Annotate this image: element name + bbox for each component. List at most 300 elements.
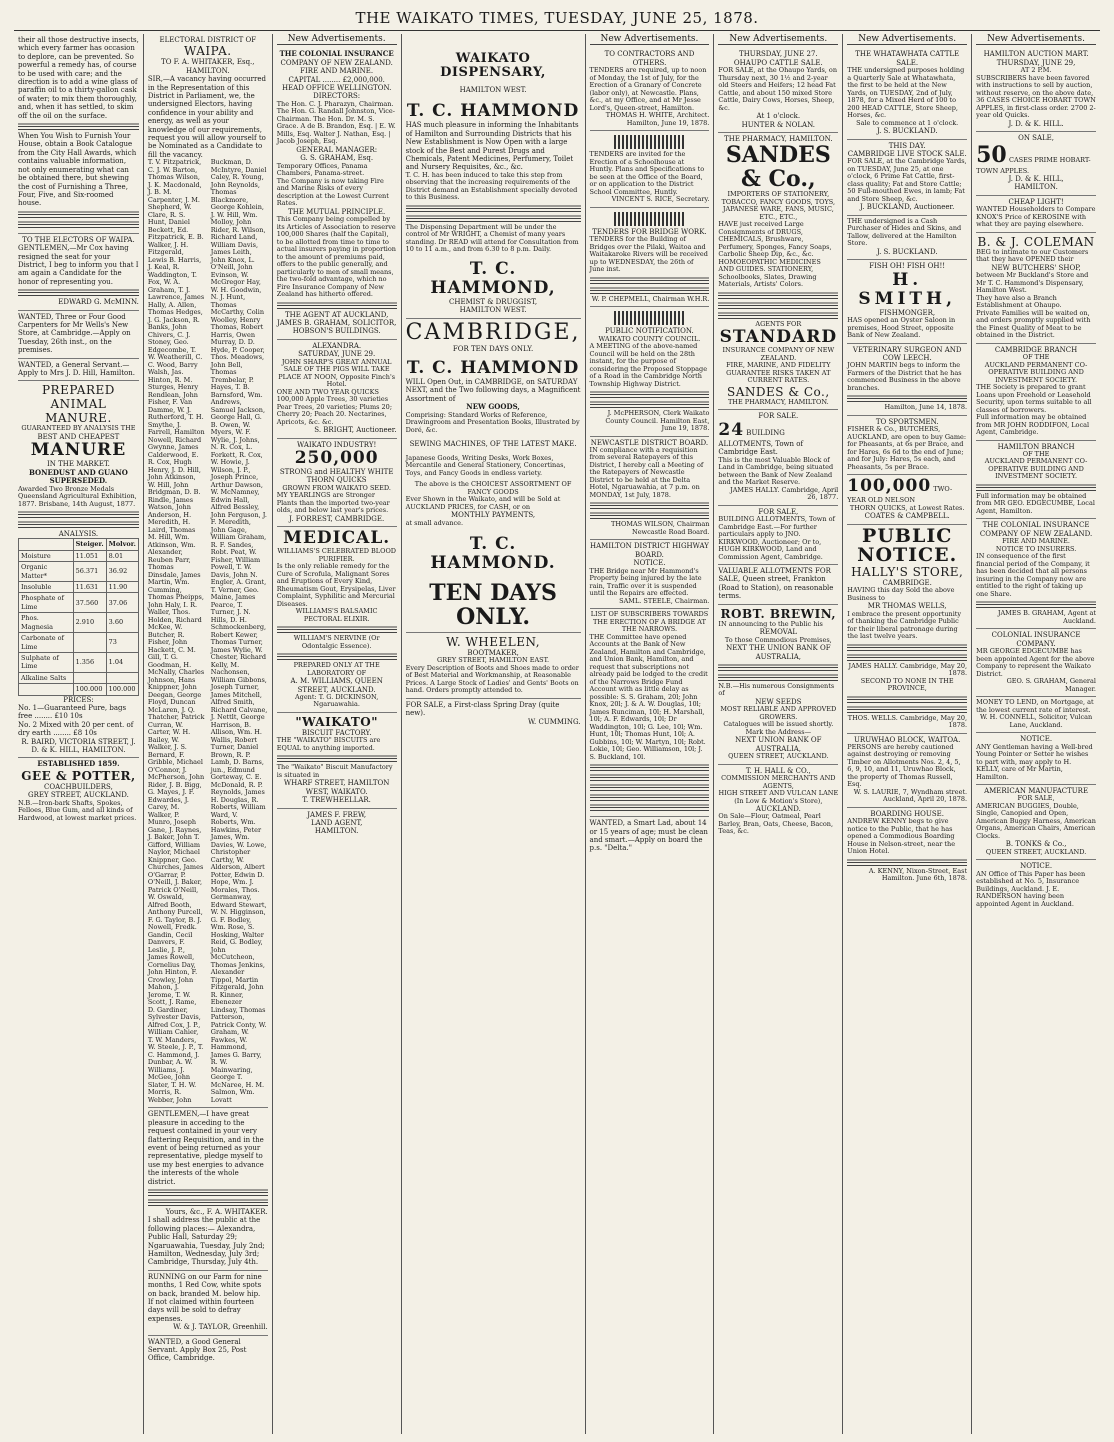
- newcastle-signature: THOMAS WILSON, Chairman Newcastle Road Board.: [610, 520, 710, 536]
- column-2: [143, 34, 272, 1434]
- contractors-ad: [590, 48, 710, 131]
- hunter-nolan: HUNTER & NOLAN.: [741, 120, 815, 129]
- martin-body: JOHN MARTIN begs to inform the Farmers of the District that he has commenced Business in the above branches.: [847, 361, 962, 392]
- society-title-2: AUCKLAND PERMANENT CO-OPERATIVE BUILDING AND INVESTMENT SOCIETY.: [984, 457, 1088, 481]
- terms: Ever Shown in the Waikato, and will be Sold at AUCKLAND PRICES, for CASH, or on: [405, 495, 561, 511]
- table-row: Phos. Magnesia 2.910 3.60: [19, 613, 139, 633]
- highway-notice: NOTICE.: [633, 559, 666, 568]
- dispensary-ad: [406, 34, 581, 319]
- council-body: A MEETING of the above-named Council will be held on the 28th instant, for the purpose of considering the Proposed Stoppage of a Road in the Cambridge North Township Highway District.: [589, 342, 708, 388]
- williams-agent: Agent: T. G. DICKINSON, Ngaruawahia.: [294, 692, 379, 709]
- running-cow-ad: [148, 1271, 268, 1336]
- society-title: AUCKLAND PERMANENT CO-OPERATIVE BUILDING AND INVESTMENT SOCIETY.: [984, 360, 1088, 384]
- new-goods: NEW GOODS,: [466, 402, 520, 412]
- kirkwood-ad: [718, 506, 838, 565]
- cambridge-branch-ad: [976, 344, 1096, 441]
- requisition-title-2: WAIPA.: [183, 44, 232, 59]
- mart-date: THURSDAY, JUNE 29,: [996, 58, 1076, 67]
- whitaker-reply: [148, 1108, 268, 1271]
- gee-note: N.B.—Iron-bark Shafts, Spokes, Felloes, Blue Gum, and all kinds of Hardwood, at lowest market prices.: [18, 798, 137, 822]
- masthead: THE WAIKATO TIMES, TUESDAY, JUNE 25, 1878.: [14, 6, 1100, 31]
- coleman-body: BEG to intimate to our Customers that they have OPENED their: [976, 247, 1089, 264]
- price-2: No. 2 Mixed with 20 per cent. of dry earth ........ £8 10s: [18, 720, 134, 738]
- hamilton: HAMILTON.: [1014, 183, 1058, 192]
- analysis-title: ANALYSIS.: [58, 530, 99, 539]
- thorn-text: THORN QUICKS, at Lowest Rates.: [849, 503, 965, 512]
- fifty: 50: [976, 141, 1007, 168]
- williams-address: A. M. WILLIAMS, QUEEN STREET, AUCKLAND.: [290, 677, 383, 694]
- hammond-body-2: T. C. H. has been induced to take this step from observing that the increasing requirements of the District demand an Establishment specially devoted to this Business.: [405, 170, 578, 202]
- editorial-article: [18, 34, 139, 234]
- newspaper-columns: [14, 34, 1100, 1434]
- butchers-shop: NEW BUTCHERS' SHOP,: [991, 263, 1081, 272]
- colonial-title: THE COLONIAL INSURANCE COMPANY OF NEW ZEALAND.: [979, 521, 1093, 538]
- american-title: AMERICAN MANUFACTURE: [984, 787, 1089, 795]
- dispensary-title: WAIKATO DISPENSARY,: [440, 51, 546, 80]
- column-header: New Advertisements.: [590, 34, 710, 45]
- colonial-agent-ad: [976, 629, 1096, 697]
- gee-potter-ad: [18, 758, 139, 825]
- public-notice-title: PUBLIC NOTICE.: [857, 524, 958, 566]
- medical-ad: [277, 527, 397, 713]
- connell: W. H. CONNELL, Solicitor, Vulcan Lane, Auckland.: [979, 713, 1093, 729]
- hammond-title-4: T. C. HAMMOND.: [430, 534, 556, 573]
- next-bank: NEXT THE UNION BANK OF AUSTRALIA,: [726, 644, 831, 661]
- ohaupo-body: FOR SALE, at the Ohaupo Yards, on Thursday next, 30 1½ and 2-year old Steers and Heifers; 12 head Fat Cattle, and about 150 mixed Store Cattle, Dairy Cows, Horses, Sheep, &c.: [718, 66, 838, 112]
- balsam: WILLIAMS'S BALSAMIC PECTORAL ELIXIR.: [295, 607, 378, 623]
- monthly-payments: MONTHLY PAYMENTS,: [450, 511, 536, 520]
- for-sale-2: FOR SALE,: [758, 507, 799, 516]
- table-row: Organic Matter* 56.371 36.92: [19, 562, 139, 582]
- sportsmen-title: TO SPORTSMEN.: [875, 417, 939, 426]
- forrest-signature: J. FORREST, CAMBRIDGE.: [289, 514, 385, 523]
- kerosine-body: WANTED Householders to Compare KNOX'S Price of KEROSINE with what they are paying elsewhere.: [976, 205, 1096, 229]
- manure-body: Awarded Two Bronze Medals Queensland Agricultural Exhibition, 1877. Brisbane, 14th August, 1877.: [18, 484, 137, 508]
- highway-body: THE Bridge near Mr Hammond's Property being injured by the late rain, Traffic over it is suspended until the Repairs are effected.: [589, 566, 702, 598]
- table-row: 100.000 100.000: [19, 684, 139, 695]
- office-body: AN Office of This Paper has been established at No. 5, Insurance Buildings, Auckland. J. E. RANDERSON having been appointed Agent in Auckland.: [976, 869, 1086, 908]
- cambridge-live-ad: [847, 140, 967, 216]
- cheap-light-ad: [976, 196, 1096, 233]
- industry-ad: [277, 439, 397, 528]
- society-info-2: Full information may be obtained from MR GEO. EDGECUMBE, Local Agent, Hamilton.: [976, 491, 1095, 515]
- dispensary-location: HAMILTON WEST.: [459, 86, 527, 94]
- blood-body: Is the only reliable remedy for the Cure of Scrofula, Malignant Sores and Eruptions of Every Kind, Rheumatism Gout, Erysipelas, Liver Complaint, Syphilitic and Mercurial Diseases.: [276, 562, 396, 608]
- of-the: OF THE: [1022, 353, 1050, 362]
- wanted-lad-ad: WANTED, a Smart Lad, about 14 or 15 years of age; must be clean and smart.—Apply on board the p.s. "Delta.": [589, 819, 708, 853]
- hamilton-branch: HAMILTON BRANCH: [997, 442, 1075, 451]
- whatawhata-time: Sale to commence at 1 o'clock.: [856, 118, 959, 127]
- small-advance: at small advance.: [405, 518, 464, 527]
- agents-for: AGENTS FOR: [755, 319, 802, 328]
- price-1: No. 1—Guaranteed Pure, bags free ........ £10 10s: [18, 703, 127, 721]
- sandes-body: HAVE just received Large Consignments of DRUGS, CHEMICALS, Brushware, Perfumery, Sponges, Fancy Soaps, Carbolic Sheep Dip, &c., &c. HOMOEOPATHIC MEDICINES AND GUIDES. STATIONERY, Schoolbooks, Slates, Drawing Materials, Artists' Colors.: [718, 220, 832, 289]
- martin-signature: Hamilton, June 14, 1878.: [884, 403, 968, 412]
- furnish-notice: When You Wish to Furnish Your House, obtain a Book Catalogue from the City Hall Awards, which contains valuable information, not only enumerating what can be obtained there, but shewing the cost of Furnishing a Three, Four, Five, and Six-roomed house.: [18, 132, 137, 208]
- japanese-goods: Japanese Goods, Writing Desks, Work Boxes, Mercantile and General Stationery, Concertinas, Toys, and Fancy Goods in endless variety.: [405, 453, 566, 477]
- requisition-title: ELECTORAL DISTRICT OF: [159, 36, 257, 44]
- only-headline: ONLY.: [456, 604, 530, 630]
- vet-ad: [847, 344, 967, 416]
- importers: IMPORTERS OF STATIONERY, TOBACCO, FANCY GOODS, TOYS, JAPANESE WARE, FANS, MUSIC, ETC., ETC.,: [721, 190, 836, 221]
- gm-name: G. S. GRAHAM, Esq.: [300, 154, 374, 163]
- boot-body: Every Description of Boots and Shoes made to order of Best Material and Workmanship, at Reasonable Prices. A Large Stock of Ladies' and Gents' Boots on hand. Orders promptly attended to.: [405, 663, 579, 695]
- office-notice-ad: [976, 860, 1096, 911]
- wheelen-ad: [406, 633, 581, 699]
- coleman-body-2: between Mr Buckland's Store and Mr T. C. Hammond's Dispensary, Hamilton West.: [976, 271, 1089, 295]
- edgecumbe-body: MR GEORGE EDGECUMBE has been appointed Agent for the above Company to represent the Waikato District.: [976, 647, 1095, 678]
- subscribers-body: THE Committee have opened Accounts at the Bank of New Zealand, Hamilton and Cambridge, and Union Bank, Hamilton, and request that subscriptions not already paid be lodged to the credit of the Narrows Bridge Fund Account with as little delay as possible: S. S. Graham, 20l; John Knox, 20l; J. & A. W. Douglas, 10l; James Runciman, 10l; H. Marshall, 10l; A. F. Edwards, 10l; Dr Waddington, 10l; G. Lee, 10l; Wm. Hunt, 10l; Thomas Hunt, 10l; A. Gubbins, 10l; W. Martyn, 10l; Robt. Lokie, 10l; Geo. Williamson, 10l; J. S. Buckland, 10l.: [589, 632, 708, 761]
- thursday-date: THURSDAY, JUNE 27.: [739, 50, 818, 59]
- mart-title: HAMILTON AUCTION MART.: [983, 50, 1089, 59]
- table-row: Phosphate of Lime 37.560 37.06: [19, 593, 139, 613]
- hall-name: T. H. HALL & CO.,: [745, 766, 811, 775]
- lots-title: BUILDING ALLOTMENTS, Town of Cambridge East.: [718, 428, 804, 457]
- wells-intro: HAVING this day Sold the above Business to: [847, 586, 955, 602]
- wells-body: I embrace the present opportunity of thanking the Cambridge Public for their liberal patronage during the last twelve years.: [847, 609, 962, 640]
- electors-address: [18, 234, 139, 311]
- bridge-body: TENDERS for the Building of Bridges over the Pilaki, Waitoa and Waitakaroke Rivers will be received up to WEDNESDAY, the 26th of June inst.: [589, 235, 708, 274]
- goods-body: Comprising: Standard Works of Reference, Drawingroom and Presentation Books, Illustrated by Doré, &c.: [405, 410, 580, 434]
- wheelen-address: GREY STREET, HAMILTON EAST.: [437, 656, 550, 665]
- money-ad: [976, 697, 1096, 733]
- money-body: MONEY TO LEND, on Mortgage, at the lowest current rate of interest.: [976, 698, 1094, 714]
- reply-body: GENTLEMEN,—I have great pleasure in acceding to the request contained in your very flattering Requisition, and in the event of being returned as your representative, pledge myself to use my best energies to advance the interests of the whole district.: [147, 1110, 264, 1186]
- catalogues: Catalogues will be issued shortly.: [723, 720, 834, 729]
- column-5: [585, 34, 714, 1434]
- fish-ad: [847, 260, 967, 343]
- fire-marine-2: FIRE AND MARINE.: [1002, 537, 1070, 546]
- column-header: New Advertisements.: [976, 34, 1096, 45]
- wells-signature: THOS. WELLS. Cambridge, May 20, 1878.: [847, 713, 968, 729]
- newcastle-ad: [590, 437, 710, 541]
- chepmell-signature: W. P. CHEPMELL, Chairman W.H.R.: [591, 294, 710, 303]
- column-header: New Advertisements.: [277, 34, 397, 45]
- wanted-servant-ad: WANTED, a General Servant.—Apply to Mrs J. D. Hill, Hamilton.: [18, 359, 139, 382]
- table-row: Alkaline Salts: [19, 672, 139, 683]
- coleman-title: B. & J. COLEMAN: [977, 234, 1095, 249]
- ohaupo-sale-ad: [718, 48, 838, 133]
- hally-2-signature: JAMES HALLY. Cambridge, May 20, 1878.: [848, 661, 968, 677]
- gee-potter-title: GEE & POTTER,: [21, 768, 136, 783]
- pharmacy-2: THE PHARMACY, HAMILTON.: [727, 397, 829, 406]
- colonial-insurance-ad: [277, 48, 397, 339]
- blood-purifier: WILLIAMS'S CELEBRATED BLOOD PURIFIER.: [277, 547, 396, 563]
- big-number: 100,000: [847, 476, 932, 497]
- table-row: Moisture 11.051 8.01: [19, 550, 139, 561]
- gm-title: GENERAL MANAGER:: [296, 145, 378, 154]
- store: (In Low & Motion's Store),: [734, 796, 823, 805]
- council-title: WAIKATO COUNTY COUNCIL.: [598, 334, 701, 343]
- this-day: THIS DAY.: [888, 141, 926, 150]
- column-3: [272, 34, 401, 1434]
- buggies-body: AMERICAN BUGGIES, Double, Single, Canopied and Open, American Buggy Harness, American Organs, American Chairs, American Clocks.: [976, 801, 1096, 840]
- spring-dray-ad: [406, 699, 581, 729]
- queen-street: QUEEN STREET, AUCKLAND.: [728, 752, 829, 761]
- of-the-2: OF THE: [1022, 449, 1050, 458]
- hammond-title-3: T. C. HAMMOND: [406, 358, 580, 379]
- yearlings: MY YEARLINGS are Stronger Plants than the imported two-year olds, and below last year's prices.: [276, 491, 390, 515]
- buckland-3: J. S. BUCKLAND.: [876, 247, 938, 256]
- manure-title-2: MANURE.: [45, 411, 112, 426]
- ohaupo-title: OHAUPO CATTLE SALE.: [733, 58, 823, 67]
- quicks: ONE AND TWO YEAR QUICKS 100,000 Apple Trees, 30 varieties Pear Trees, 20 varieties; Plums 20; Cherry 20; Peach 20. Nectarines, Apricots, &c. &c.: [276, 387, 393, 426]
- running-signature: W. & J. TAYLOR, Greenhill.: [173, 1323, 268, 1332]
- society-body: THE Society is prepared to grant Loans upon Freehold or Leasehold Security, upon terms suitable to all classes of borrowers.: [976, 383, 1092, 414]
- column-6: [713, 34, 842, 1434]
- uruwhao-ad: [847, 734, 967, 808]
- manure-subtitle-2: BEST AND CHEAPEST: [37, 432, 120, 441]
- manure-headline: MANURE: [30, 440, 127, 461]
- vet-title: VETERINARY SURGEON AND COW LEECH.: [852, 345, 962, 362]
- cambridge-ad: [406, 319, 581, 633]
- tonks-address: QUEEN STREET, AUCKLAND.: [985, 847, 1087, 856]
- column-header: New Advertisements.: [718, 34, 838, 45]
- buckland-2: J. BUCKLAND, Auctioneer.: [860, 203, 955, 212]
- bootmaker: BOOTMAKER,: [467, 649, 519, 657]
- nervine: WILLIAM'S NERVINE (Or Odontalgic Essence).: [293, 634, 380, 650]
- insurance-body: The Company is now taking Fire and Marine Risks of every description at the Lowest Current Rates.: [276, 176, 389, 208]
- article-text: their all those destructive insects, which every farmer has occasion to deplore, can be prevented. So powerful a remedy has, of course to be used with care; and the direction is to add a wine glass of paraffin oil to a thirty-gallon cask of water; to mix them thoroughly, and, when it has settled, to skim off the oil on the surface.: [18, 36, 139, 120]
- subscribers-title: LIST OF SUBSCRIBERS TOWARDS THE ERECTION OF A BRIDGE AT THE NARROWS.: [590, 610, 709, 634]
- steele-signature: SAML. STEELE, Chairman.: [619, 596, 710, 605]
- hamilton-west: HAMILTON WEST.: [459, 306, 527, 315]
- schoolhouse-tender-ad: [590, 131, 710, 208]
- public-title: PUBLIC NOTIFICATION.: [605, 327, 694, 336]
- cumming-signature: W. CUMMING.: [528, 717, 581, 726]
- auction-mart-ad: [976, 48, 1096, 132]
- whatawhata-title: THE WHATAWHATA CATTLE SALE.: [855, 50, 960, 67]
- column-4: [401, 34, 585, 1434]
- trewheellar: T. TREWHEELLAR.: [302, 796, 371, 805]
- highway-title: HAMILTON DISTRICT HIGHWAY BOARD.: [590, 542, 709, 559]
- mark-address: Mark the Address—: [745, 727, 812, 736]
- white-signature: THOMAS H. WHITE, Architect. Hamilton, June 19, 1878.: [605, 111, 710, 127]
- agent-title: THE AGENT AT AUCKLAND,: [284, 310, 389, 319]
- column-1: [14, 34, 143, 1434]
- cambridge-title: CAMBRIDGE,: [405, 319, 581, 345]
- public-notice-ad: [847, 525, 967, 734]
- bright-signature: S. BRIGHT, Auctioneer.: [314, 426, 397, 435]
- frew-hamilton: HAMILTON.: [314, 827, 359, 836]
- prices-title: PRICES:: [63, 695, 94, 704]
- removal: REMOVAL: [759, 628, 798, 637]
- manure-superseded: BONEDUST AND GUANO SUPERSEDED.: [28, 467, 128, 486]
- bridge-title: TENDERS FOR BRIDGE WORK.: [592, 227, 707, 236]
- second-to-none: SECOND TO NONE IN THE PROVINCE,: [860, 676, 954, 692]
- manure-subtitle: GUARANTEED BY ANALYSIS THE: [21, 424, 136, 433]
- pointer-notice-ad: [976, 733, 1096, 785]
- analysis-header-cell: Steiger.: [73, 539, 106, 550]
- whatawhata-body: THE undersigned purposes holding a Quarterly Sale at Whatawhata, the first to be held at the New Yards, on TUESDAY, 2nd of July, 1878, for a Mixed Herd of 100 to 200 HEAD CATTLE, Store Sheep, Horses, &c.: [847, 66, 965, 120]
- pharmacy-ad: [718, 133, 838, 410]
- biscuit-ad: [277, 713, 397, 809]
- society-info: Full information may be obtained from MR JOHN RODDIFON, Local Agent, Cambridge.: [976, 413, 1090, 437]
- hallys-store: HALLY'S STORE,: [851, 564, 964, 579]
- frew-ad: [277, 809, 397, 839]
- hammond-title-2: T. C. HAMMOND,: [430, 258, 556, 298]
- servant-ad: WANTED, a Good General Servant. Apply Box 25, Post Office, Cambridge.: [147, 1337, 247, 1363]
- oyster-body: HAS opened an Oyster Saloon in premises, Hood Street, opposite Bank of New Zealand.: [847, 316, 956, 340]
- hally-signature: JAMES HALLY. Cambridge, April 26, 1877.: [730, 485, 839, 502]
- mart-time: AT 2 P.M.: [1020, 66, 1052, 75]
- column-7: [842, 34, 971, 1434]
- buckland-signature: J. S. BUCKLAND.: [876, 127, 938, 136]
- next-union: NEXT UNION BANK OF AUSTRALIA,: [735, 736, 822, 753]
- granary-tender: TENDERS are required, up to noon of Monday, the 1st of July, for the Erection of a Granary of Concrete (labor only), at Newcastle. Plans, &c., at my Office, and at Mr Jesse Lord's, Queen-street, Hamilton.: [589, 66, 707, 112]
- wharf-street: WHARF STREET, HAMILTON WEST, WAIKATO.: [283, 779, 390, 796]
- analysis-header-cell: Molvor.: [106, 539, 138, 550]
- pharmacy-title: THE PHARMACY, HAMILTON.: [724, 135, 833, 144]
- cambridge-live-title: CAMBRIDGE LIVE STOCK SALE.: [847, 150, 967, 159]
- manure-agents: R. BAIRD, VICTORIA STREET, J. D. & K. HILL, HAMILTON.: [21, 737, 136, 754]
- bridge-tender-ad: [590, 208, 710, 307]
- alexandra-title: ALEXANDRA.: [312, 341, 362, 350]
- standard-subtitle: INSURANCE COMPANY OF NEW ZEALAND.: [722, 346, 835, 362]
- column-header: New Advertisements.: [847, 34, 967, 45]
- grown-from: GROWN FROM WAIKATO SEED.: [282, 483, 391, 492]
- hill-2: J. D. & K. HILL,: [1008, 175, 1064, 184]
- wanted-carpenters-ad: WANTED, Three or Four Good Carpenters for Mr Wells's New Store, at Cambridge.—Apply on Tuesday, 26th inst., on the premises.: [18, 311, 139, 359]
- requisition-body: SIR,—A vacancy having occurred in the Representation of this District in Parliament, we, the undersigned Electors, having confidence in your ability and energy, as well as your knowledge of our requirements, request you will allow yourself to be Nominated as a Candidate to fill the vacancy.: [147, 75, 266, 159]
- wheelen-name: W. WHEELEN,: [446, 635, 541, 649]
- waikato-title: "WAIKATO": [295, 714, 378, 729]
- manure-market: IN THE MARKET.: [46, 460, 110, 469]
- mart-body: SUBSCRIBERS have been favored with instructions to sell by auction, without reserve, on the above date, 36 CASES CHOICE HOBART TOWN APPLES, in first-class order. 2700 2-year old Quicks.: [976, 73, 1096, 120]
- schoolhouse-body: TENDERS are invited for the Erection of a Schoolhouse at Huntly. Plans and Specifications to be seen at the Office of the Board, or on application to the District School Committee, Huntly.: [589, 150, 705, 196]
- ten-days: FOR TEN DAYS ONLY.: [452, 344, 534, 353]
- head-office: HEAD OFFICE WELLINGTON.: [281, 84, 392, 93]
- rice-signature: VINCENT S. RICE, Secretary.: [611, 195, 710, 204]
- medical-title: MEDICAL.: [283, 528, 391, 549]
- sewing-machines: SEWING MACHINES, OF THE LATEST MAKE.: [409, 440, 577, 449]
- hides-body: THE undersigned is a Cash Purchaser of Hides and Skins, and Tallow, delivered at the Hamilton Store.: [847, 216, 962, 248]
- requisition-names: T. V. Fitzpatrick, C. J. W. Barton, Thomas Wilson, J. K. Macdonald, J. B. M. Carpenter, J. M. Shepherd, W. Clare, R. S. Hunt, Daniel Beckett, Ed. Fitzpatrick, E. B. Walker, J. H. Fitzgerald, Lewis B. Harris, J. Keal, R. Waddington, T. Fox, W. A. Graham, T. J. Lawrence, James Hally, A. Allen, Thomas Hedges, J. G. Jackson, R. Banks, John Chivers, C. J. Stoney, Geo. Edgecombe, T. W. Weatherill, C. C. Wood, Barry Walsh, Jas. Hinton, R. M. Sturges, Henry Rendlean, John Fisher, F. Van Damme, W. J. Rutherford, T. H. Smythe, J. Farrell, Hamilton Nowell, Richard Gwynne, James Calderwood, E. R. Cox, Hugh Henry, J. D. Hill, John Atkinson, W. Hill, John Bridgman, D. B. Rindle, James Watson, John Anderson, H. Meredith, H. Laird, Thomas M. Hill, Wm. Atkinson, Wm. Alexander, Reuben Parr, Thomas Dinsdale, James Martin, Wm. Cumming, Thomas Pheipps, John Haly, I. R. Waller, Thos. Holden, Richard McKee, W. Butcher, R. Fisher, John Hackett, C. M. Gill, T. G. Goodman, H. McNally, Charles Johnson, Hans Knippner, John Deegan, George Floyd, Duncan McLaren, J. Q. Thatcher, Patrick Curran, W. Carter, W. H. Bailey, W. Walker, J. S. Bernard, F. Gribble, Michael O'Connor, J. McPherson, John Rider, J. B. Bigg, G. Mayes, J. F. Edwardes, J. Carey, M. Walker, P. Munro, Joseph Gane, J. Raynes, J. Baker, John T. Gifford, William Naylor, Michael Knippner, Geo. Churches, James O'Garrar, P. O'Neill, J. Baker, Patrick O'Neill, W. Oswald, Alfred Booth, Anthony Purcell, F. G. Taylor, B. J. Nowell, Fredk. Gandin, Cecil Danvers, F. Leslie, J. P., James Rowell, Cornelius Day, John Hinton, F. Crowley, John Mahon, J. Jerome, T. W. Scott, J. Rame, D. Gardiner, Sylvester Davis, Alfred Cox, J. P., William Cahier, T. W. Manders, W. Steele, J. P., T. C. Hammond, J. Dunbar, A. W. Williams, J. McGee, John Slater, T. H. W. Morris, R. Webber, John Buckman, D. McIntyre, Daniel Caley, R. Young, John Reynolds, Thomas Blackmore, George Kohlein, J. W. Hill, Wm. Molloy, John Rider, R. Wilson, Richard Land, William Davis, James Leith, John Knox, L. O'Neill, John Evinson, W. McGregor Hay, W. H. Goodwin, N. J. Hunt, Thomas McCarthy, Colin Woolley, Henry Thomas, Robert Harris, Owen Murray, D. D. Hyde, P. Cooper, Thos. Meadows, John Bell, Thomas Trembelar, P. Hayes, T. B. Barnsford, Wm. Andrews, Samuel Jackson, George Hall, G. B. Owen, W. Myers, W. F. Wylie, J. Johns, N. R. Cox, L. Forkett, R. Cox, W. Howie, J. Wilson, J. P., Joseph Prince, Arthur Dawson, W. McNamney, Edwin Hall, Alfred Bessley, John Ferguson, J. F. Meredith, John Gage, William Graham, R. F. Sandes, Robt. Peat, W. Fisher, William Powell, T. W. Davis, John N. Engler, A. Grant, T. Verner, Geo. Maine, James Pearce, T. Turner, J. N. Hills, D. H. Schmockenberg, Robert Kewer, Thomas Turner, James Wylie, W. Chester, Richard Kelly, M. Nachonsen, William Gibbons, Joseph Turner, James Mitchell, Alfred Smith, Richard Calvane, J. Nettlt, George Harrison, B. Allison, Wm. H. Wallis, Robert Turner, Daniel Brown, R. P. Lamb, D. Barns, jun., Edmund Gorteway, C. E. McDonald, R. P. Reynolds, James H. Douglas, R. Roberts, William Ward, V. Roberts, Wm. Hawkins, Peter James, Wm. Davies, W. Lowe, Christopher Carthy, W. Alderson, Albert Potter, Edwin D. Hope, Wm. J. Morales, Thos. Germanway, Edward Stewart, W. N. Higginson, G. F. Bodley, Wm. Rose, S. Hosking, Walter Reid, G. Bodley, John McCutcheon, Thomas Jenkins, Alexander Tippol, Martin Fitzgerald, John R. Kinner, Ebenezer Lindsay, Thomas Patterson, Patrick Conty, W. Graham, W. Fawkes, W. Hammond, James G. Barry, R. W. Mainwaring, George T. McNaree, H. M. Salmon, Wm. Lovatt: [147, 158, 268, 1104]
- bridge-illustration: [614, 212, 686, 226]
- thorn-quicks-ad: [847, 475, 967, 524]
- on-sale: On Sale—Flour, Oatmeal, Pearl Barley, Bran, Oats, Cheese, Bacon, Teas, &c.: [718, 812, 834, 836]
- colonial-title-2: COLONIAL INSURANCE COMPANY.: [991, 631, 1081, 648]
- hallys-cambridge: CAMBRIDGE.: [882, 578, 932, 587]
- mutual-title: THE MUTUAL PRINCIPLE.: [288, 207, 386, 216]
- hammond-title: T. C. HAMMOND: [406, 101, 580, 122]
- oclock: At 1 o'clock.: [756, 112, 801, 121]
- coachbuilders: COACHBUILDERS,: [44, 782, 113, 791]
- contractors-title: TO CONTRACTORS AND OTHERS.: [604, 50, 695, 67]
- auckland: AUCKLAND.: [755, 805, 801, 814]
- brewin-ad: [718, 605, 838, 765]
- colonial-notice-ad: [976, 519, 1096, 629]
- manure-title: PREPARED ANIMAL: [41, 383, 115, 412]
- requisition-to: TO F. A. WHITAKER, Esq., HAMILTON.: [161, 58, 255, 75]
- newcastle-body: IN compliance with a requisition from several Ratepayers of this District, I hereby call a Meeting of the Ratepayers of Newcastle District to be held at the Delta Hotel, Ngaruawahia, at 7 p.m. on MONDAY, 1st July, 1878.: [589, 445, 704, 499]
- table-row: Carbonate of Lime 73: [19, 633, 139, 653]
- standard-title: STANDARD: [719, 327, 838, 348]
- directors-title: DIRECTORS:: [313, 92, 361, 101]
- running-body: RUNNING on our Farm for nine months, 1 Red Cow, white spots on back, branded M. below hip. If not claimed within fourteen days will be sold to defray expenses.: [147, 1272, 262, 1323]
- biscuit-manufactory: The "Waikato" Biscuit Manufactory is situated in: [276, 763, 393, 779]
- dray-body: FOR SALE, a First-class Spring Dray (quite new).: [405, 700, 560, 718]
- choicest: The above is the CHOICEST ASSORTMENT OF FANCY GOODS: [414, 480, 572, 496]
- sandes-title: SANDES & Co.,: [725, 142, 831, 193]
- electors-body: GENTLEMEN,—Mr Cox having resigned the seat for your District, I beg to inform you that I am again a Candidate for the honor of representing you.: [18, 244, 139, 286]
- notice-title-2: NOTICE.: [1020, 862, 1053, 871]
- table-row: Insoluble 11.631 11.90: [19, 582, 139, 593]
- graham-signature: JAMES B. GRAHAM, Agent at Auckland.: [997, 609, 1096, 625]
- lots-body: This is the most Valuable Block of Land in Cambridge, being situated between the Bank of New Zealand and the Market Reserve.: [718, 455, 834, 487]
- cambridge-body: FOR SALE, at the Cambridge Yards, on TUESDAY, June 25, at one o'clock, 6 Prime Fat Cattle, first-class quality; Fat and Store Cattle; 50 Full-mouthed Ewes, in lamb; Fat and Store Sheep, &c.: [847, 157, 967, 203]
- manure-ad: [18, 381, 139, 758]
- branch: They have also a Branch Establishment at Ohaupo.: [976, 293, 1062, 310]
- sandes-title-2: SANDES & Co.,: [727, 384, 830, 399]
- commission: COMMISSION MERCHANTS AND AGENTS,: [721, 774, 836, 790]
- capital: CAPITAL ........ £2,000,000.: [288, 75, 385, 84]
- thorn-quicks: STRONG and HEALTHY WHITE THORN QUICKS: [279, 467, 394, 485]
- open-out: WILL Open Out, in CAMBRIDGE, on SATURDAY NEXT, and the Two following days, a Magnificent Assortment of: [405, 378, 581, 403]
- mutual-body: This Company being compelled by its Articles of Association to reserve 100,000 Shares (half the Capital), to be allotted from time to time to actual insurers paying in proportion to the amount of premiums paid, offers to the public generally, and particularly to men of small means, the two-fold advantage, which no Fire Insurance Company of New Zealand has hitherto offered.: [276, 215, 396, 299]
- coates-campbell: COATES & CAMPBELL.: [864, 512, 950, 521]
- american-for-sale: FOR SALE,: [1017, 794, 1055, 803]
- lots-number: 24: [718, 419, 745, 440]
- directors: The Hon. C. J. Pharazyn, Chairman. The Hon. G. Randall Johnston, Vice-Chairman. The Hon. Dr. M. S. Grace. A de B. Brandon, Esq. | E. W. Mills, Esq. Walter J. Nathan, Esq. | Jacob Joseph, Esq.: [276, 99, 396, 146]
- kenny-body: ANDREW KENNY begs to give notice to the Public, that he has opened a Commodious Boarding House in Nelson-street, near the Union Hotel.: [847, 817, 956, 856]
- crest-illustration: [614, 311, 686, 325]
- biscuit-factory: BISCUIT FACTORY.: [301, 728, 372, 737]
- established: ESTABLISHED 1859.: [37, 759, 120, 769]
- hall-ad: [718, 765, 838, 839]
- removal-intro: IN announcing to the Public his: [718, 619, 823, 628]
- apple-cases: CASES PRIME HOBART-TOWN APPLES.: [976, 155, 1091, 175]
- allotments-ad: [718, 410, 838, 505]
- smith-name: H. SMITH,: [858, 269, 957, 309]
- removal-to: To those Commodious Premises,: [724, 635, 832, 644]
- schoolhouse-illustration: [614, 135, 686, 149]
- hammond-body: HAS much pleasure in informing the Inhabitants of Hamilton and Surrounding Districts that his New Establishment is Now Open with a large stock of the Best and Purest Drugs and Chemicals, Patent Medicines, Perfumery, Toilet and Nursery Requisites, &c., &c.: [405, 121, 579, 172]
- families: Private Families will be waited on, and orders promptly supplied with the Finest Quality of Meat to be obtained in the District.: [976, 308, 1091, 340]
- insurance-title: THE COLONIAL INSURANCE: [279, 49, 394, 59]
- insurers-body: IN consequence of the first financial period of the Company, it has been decided that all persons insuring in the Company now are entitled to the right of taking up one Share.: [976, 552, 1090, 598]
- boarding-ad: [847, 808, 967, 886]
- on-sale: ON SALE,: [1018, 134, 1055, 143]
- cambridge-branch: CAMBRIDGE BRANCH: [994, 345, 1078, 354]
- valuable-allotments-ad: VALUABLE ALLOTMENTS FOR SALE, Queen street, Frankton (Road to Station), on reasonable terms.: [718, 565, 838, 605]
- sportsmen-ad: [847, 416, 967, 475]
- public-notification-ad: [590, 307, 710, 436]
- american-ad: [976, 785, 1096, 860]
- uruwhao-title: URUWHAO BLOCK, WAITOA.: [854, 735, 961, 744]
- reply-signature: Yours, &c., F. A. WHITAKER.: [165, 1207, 268, 1216]
- agent-name: JAMES B. GRAHAM, SOLICITOR, HOBSON'S BUILDINGS.: [276, 318, 397, 336]
- dispensing-dept: The Dispensing Department will be under the control of Mr WRIGHT, a Chemist of many years standing. Dr READ will attend for Consultation from 10 to 11 a.m., and from 6.30 to 8 p.m. Daily.: [405, 222, 579, 254]
- meetings: I shall address the public at the following places:— Alexandra, Public Hall, Saturday 29; Ngaruawahia, Tuesday, July 2nd; Hamilton, Wednesday, July 3rd; Cambridge, Thursday, July 4th.: [147, 1216, 265, 1267]
- biscuit-body: THE "WAIKATO" BISCUITS are EQUAL to anything imported.: [276, 736, 381, 752]
- fire-marine: FIRE AND MARINE.: [300, 67, 374, 76]
- prepared-at: PREPARED ONLY AT THE LABORATORY OF: [293, 661, 380, 677]
- highway-board-ad: [590, 540, 710, 609]
- new-seeds: NEW SEEDS: [755, 697, 802, 706]
- alexandra-sale-ad: [277, 340, 397, 439]
- fire-risks: FIRE, MARINE, AND FIDELITY GUARANTEE RISKS TAKEN AT CURRENT RATES.: [726, 361, 831, 385]
- boarding-title: BOARDING HOUSE.: [870, 809, 944, 818]
- growers: MOST RELIABLE AND APPROVED GROWERS.: [720, 705, 837, 721]
- council-signature: J. McPHERSON, Clerk Waikato County Council. Hamilton East, June 19, 1878.: [605, 409, 710, 433]
- analysis-header-cell: [19, 539, 74, 550]
- high-street: HIGH STREET AND VULCAN LANE: [718, 789, 839, 798]
- hides-ad: [847, 216, 967, 260]
- thomas-wells: MR THOMAS WELLS,: [867, 602, 947, 611]
- tonks-name: B. TONKS & Co.,: [1005, 840, 1067, 849]
- two-year: TWO-YEAR OLD NELSON: [847, 485, 953, 505]
